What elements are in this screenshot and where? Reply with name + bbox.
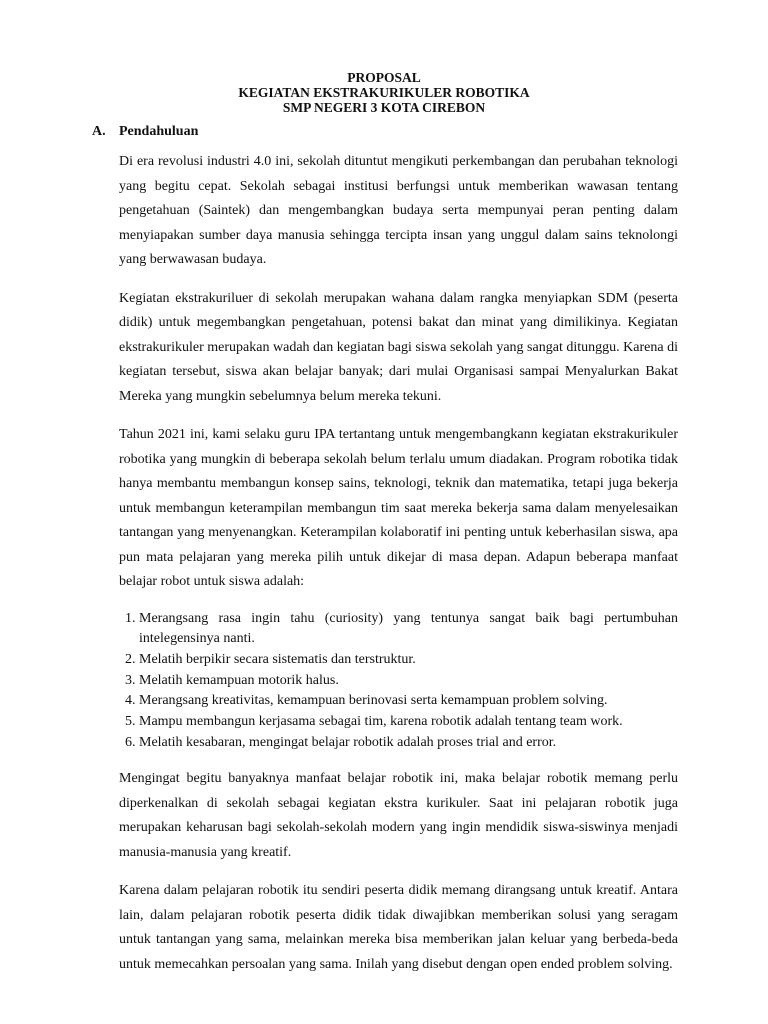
list-item: 1. Merangsang rasa ingin tahu (curiosity) yang tentunya sangat baik bagi pertumbuhan intelegensinya nanti. [139, 609, 678, 650]
paragraph-extracurricular: Kegiatan ekstrakuriluer di sekolah merupakan wahana dalam rangka menyiapkan SDM (peserta didik) untuk megembangkan pengetahuan, potensi bakat dan minat yang dimilikinya. Kegiatan ekstrakurikuler merupakan wadah dan kegiatan bagi siswa sekolah yang sangat ditunggu. Karena di kegiatan tersebut, siswa akan belajar banyak; dari mulai Organisasi sampai Menyalurkan Bakat Mereka yang mungkin sebelumnya belum mereka tekuni. [119, 290, 678, 404]
title-line-program: KEGIATAN EKSTRAKURIKULER ROBOTIKA [238, 85, 530, 100]
section-body [119, 150, 678, 991]
list-item: 4. Merangsang kreativitas, kemampuan berinovasi serta kemampuan problem solving. [139, 691, 678, 712]
list-item: 2. Melatih berpikir secara sistematis dan terstruktur. [139, 650, 678, 671]
benefits-list [119, 609, 678, 754]
paragraph-creativity: Karena dalam pelajaran robotik itu sendiri peserta didik memang dirangsang untuk kreatif. Antara lain, dalam pelajaran robotik peserta didik tidak diwajibkan memberikan solusi yang seragam untuk tantangan yang sama, melainkan mereka bisa memberikan jalan keluar yang berbeda-beda untuk memecahkan persoalan yang sama. Inilah yang disebut dengan open ended problem solving. [119, 883, 678, 972]
section-title: Pendahuluan [119, 124, 199, 139]
list-item: 6. Melatih kesabaran, mengingat belajar robotik adalah proses trial and error. [139, 733, 678, 754]
paragraph-intro: Di era revolusi industri 4.0 ini, sekolah dituntut mengikuti perkembangan dan perubahan teknologi yang begitu cepat. Sekolah sebagai institusi berfungsi untuk memberikan wawasan tentang pengetahuan (Saintek) dan mengembangkan budaya serta mempunyai peran penting dalam menyiapakan sumber daya manusia sehingga tercipta insan yang unggul dalam sains teknolongi yang berwawasan budaya. [119, 154, 678, 267]
list-item: 5. Mampu membangun kerjasama sebagai tim, karena robotik adalah tentang team work. [139, 712, 678, 733]
title-line-school: SMP NEGERI 3 KOTA CIREBON [282, 100, 486, 115]
section-letter: A. [92, 124, 106, 139]
section-heading [92, 124, 198, 140]
paragraph-importance: Mengingat begitu banyaknya manfaat belajar robotik ini, maka belajar robotik memang perlu diperkenalkan di sekolah sebagai kegiatan ekstra kurikuler. Saat ini pelajaran robotik juga merupakan keharusan bagi sekolah-sekolah modern yang ingin mendidik siswa-siswinya menjadi manusia-manusia yang kreatif. [119, 771, 678, 860]
document-title [0, 70, 768, 115]
title-line-proposal: PROPOSAL [347, 70, 421, 85]
paragraph-robotics-program: Tahun 2021 ini, kami selaku guru IPA tertantang untuk mengembangkann kegiatan ekstrakurikuler robotika yang mungkin di beberapa sekolah belum terlalu umum diadakan. Program robotika tidak hanya membantu membangun konsep sains, teknologi, teknik dan matematika, tetapi juga bekerja untuk membangun keterampilan membangun tim saat mereka bekerja sama dalam menyelesaikan tantangan yang menyenangkan. Keterampilan kolaboratif ini penting untuk keberhasilan siswa, apa pun mata pelajaran yang mereka pilih untuk dikejar di masa depan. Adapun beberapa manfaat belajar robot untuk siswa adalah: [119, 427, 678, 589]
list-item: 3. Melatih kemampuan motorik halus. [139, 671, 678, 692]
